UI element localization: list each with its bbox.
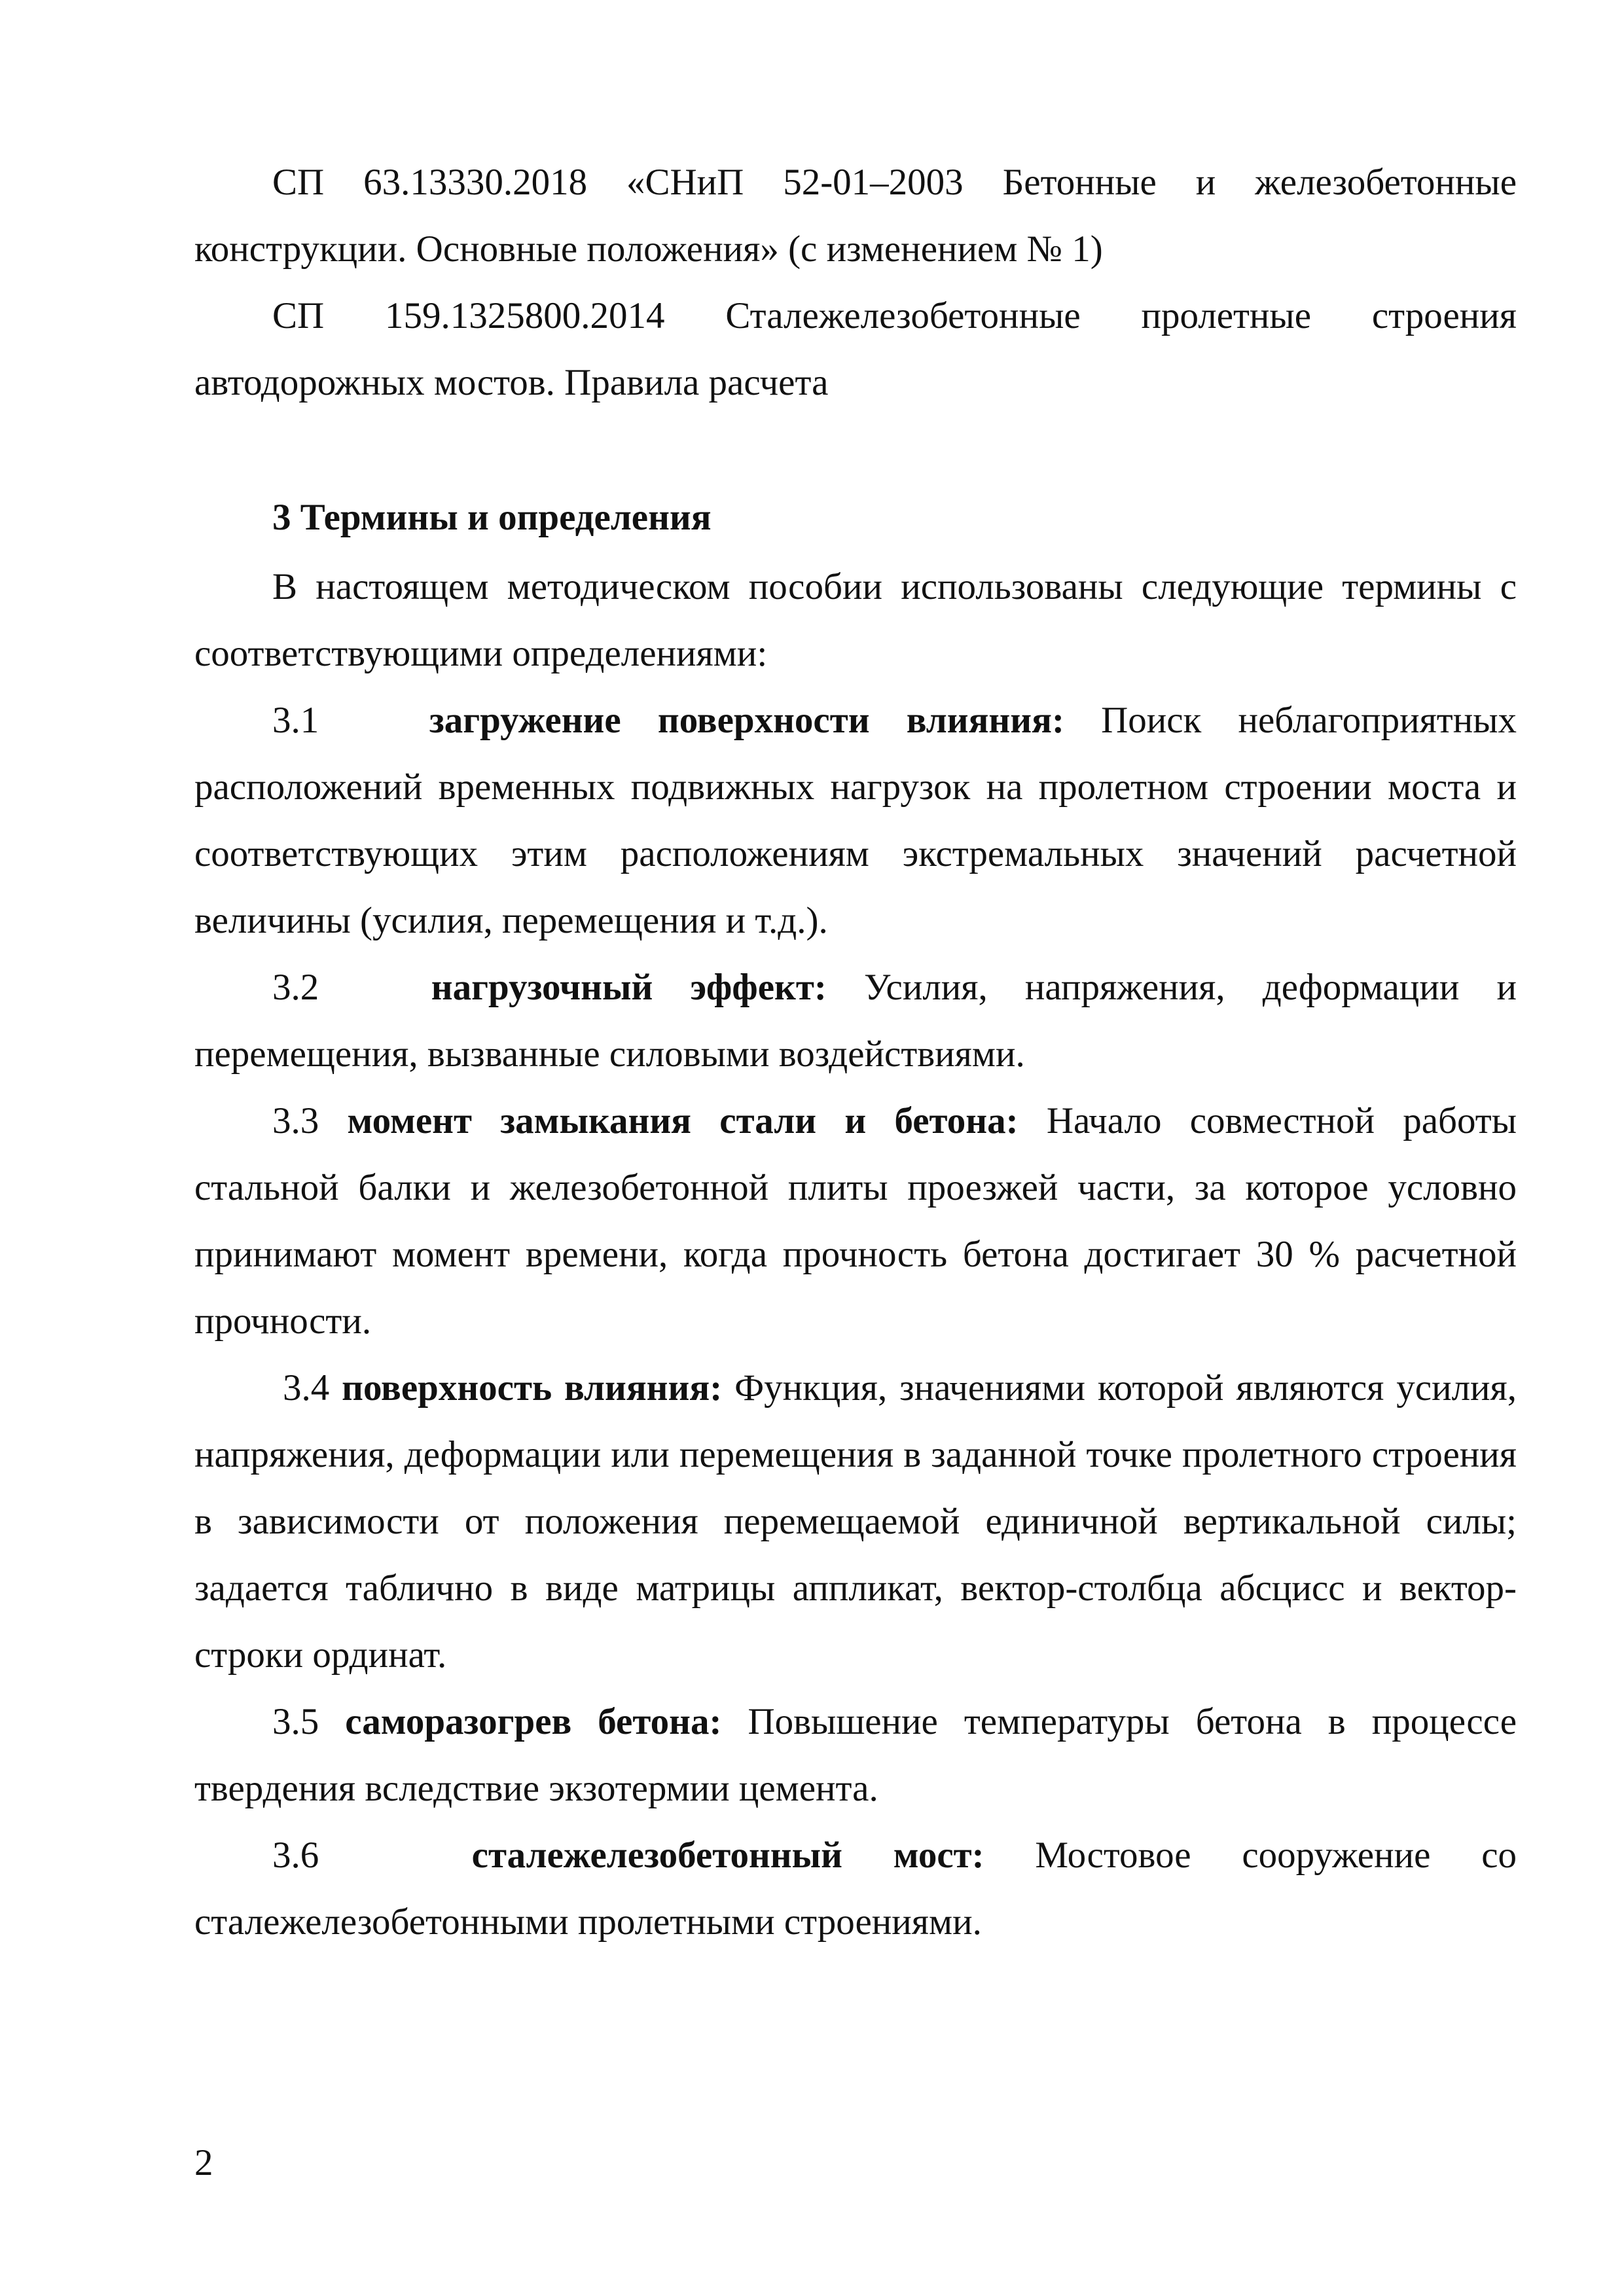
section-intro: В настоящем методическом пособии использованы следующие термины с соответствующими определениями:: [194, 566, 1517, 674]
term-name: поверхность влияния:: [342, 1367, 723, 1408]
term-text: Начало совместной работы стальной балки и железобетонной плиты проезжей части, за которое условно принимают момент времени, когда прочность бетона достигает 30 % расчетной прочности.: [194, 1100, 1517, 1342]
term-text: Поиск неблагоприятных расположений временных подвижных нагрузок на пролетном строении моста и соответствующих этим расположениям экстремальных значений расчетной величины (усилия, перемещения и т.д.).: [194, 700, 1517, 941]
term-definition: [194, 687, 1517, 954]
term-definition: [194, 954, 1517, 1088]
term-name: нагрузочный эффект:: [431, 967, 827, 1008]
term-name: загружение поверхности влияния:: [429, 700, 1064, 741]
term-name: саморазогрев бетона:: [345, 1701, 722, 1742]
term-definition: [194, 1088, 1517, 1355]
term-text: Мостовое сооружение со сталежелезобетонными пролетными строениями.: [194, 1835, 1517, 1943]
section-heading: 3 Термины и определения: [272, 497, 712, 538]
term-number: 3.1: [272, 700, 319, 741]
document-page: [194, 149, 1517, 1956]
term-definition: [194, 1689, 1517, 1822]
term-text: Функция, значениями которой являются усилия, напряжения, деформации или перемещения в заданной точке пролетного строения в зависимости от положения перемещаемой единичной вертикальной силы; задается таблично в виде матрицы аппликат, вектор-столбца абсцисс и вектор-строки ординат.: [194, 1367, 1517, 1676]
term-definition: [194, 1355, 1517, 1689]
term-definition: [194, 1822, 1517, 1956]
term-number: 3.3: [272, 1100, 319, 1141]
term-number: 3.5: [272, 1701, 319, 1742]
term-number: 3.2: [272, 967, 319, 1008]
term-number: 3.6: [272, 1835, 319, 1876]
term-name: сталежелезобетонный мост:: [471, 1835, 984, 1876]
term-number: 3.4: [283, 1367, 330, 1408]
spacer: [194, 416, 1517, 484]
reference-item: СП 159.1325800.2014 Сталежелезобетонные пролетные строения автодорожных мостов. Правила расчета: [194, 295, 1517, 403]
reference-item: СП 63.13330.2018 «СНиП 52-01–2003 Бетонные и железобетонные конструкции. Основные положения» (с изменением № 1): [194, 162, 1517, 270]
term-name: момент замыкания стали и бетона:: [347, 1100, 1019, 1141]
term-text: Повышение температуры бетона в процессе твердения вследствие экзотермии цемента.: [194, 1701, 1517, 1809]
term-text: Усилия, напряжения, деформации и перемещения, вызванные силовыми воздействиями.: [194, 967, 1517, 1075]
page-number: 2: [194, 2142, 213, 2183]
